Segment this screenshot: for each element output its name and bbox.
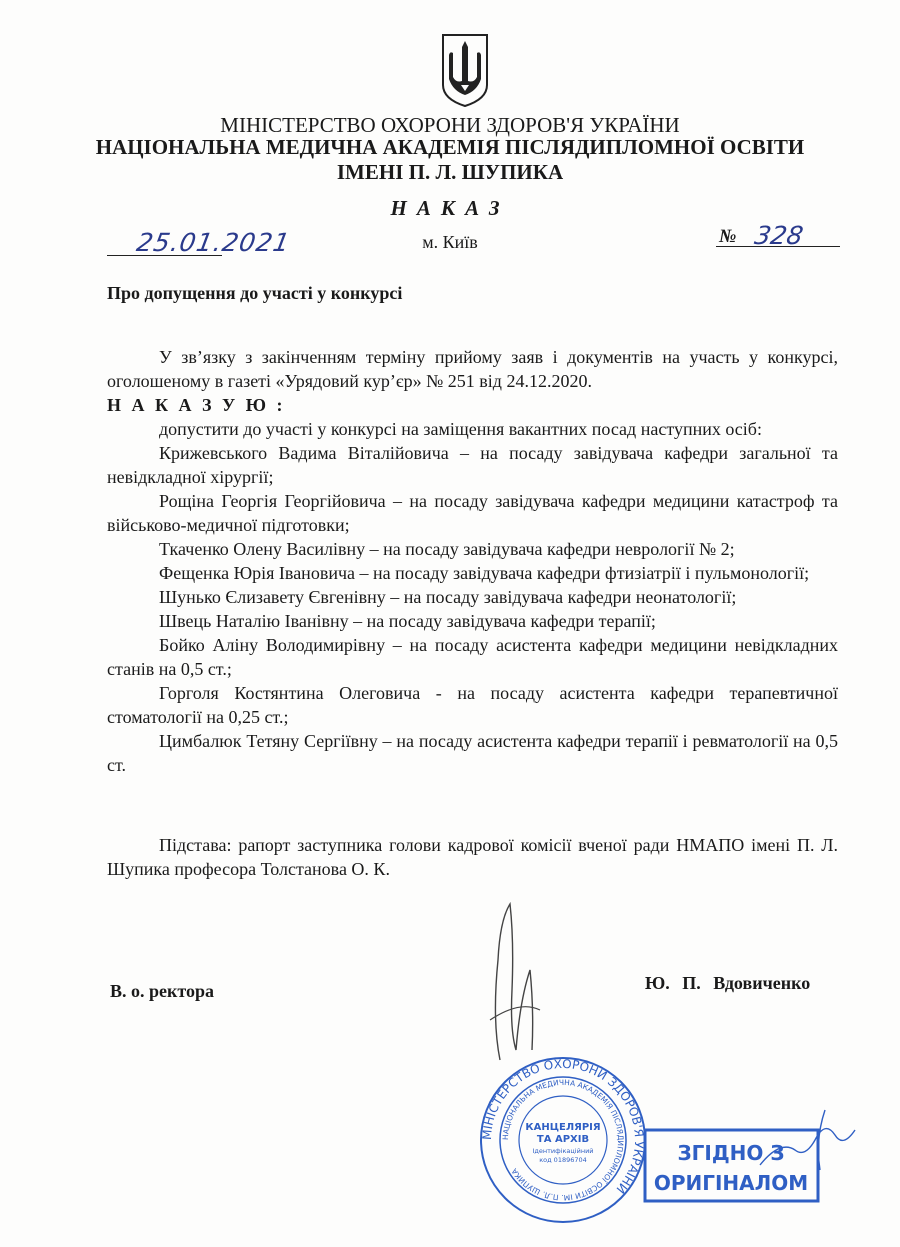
admit-paragraph: допустити до участі у конкурсі на заміщення вакантних посад наступних осіб: [159,419,762,439]
date-underline [107,255,222,256]
candidate-item: Рощіна Георгія Георгійовича – на посаду завідувача кафедри медицини катастроф та військово-медичної підготовки; [107,491,838,535]
order-body [107,345,838,777]
number-sign: № [719,226,737,247]
candidate-item: Шунько Єлизавету Євгенівну – на посаду завідувача кафедри неонатології; [159,587,737,607]
city: м. Київ [422,232,478,252]
certifier-signature [755,1100,865,1180]
seal-inner-text: НАЦІОНАЛЬНА МЕДИЧНА АКАДЕМІЯ ПІСЛЯДИПЛОМНОЇ ОСВІТИ ІМ. П.Л. ШУПИКА [500,1077,626,1203]
number-underline [716,246,840,247]
basis-paragraph: Підстава: рапорт заступника голови кадрової комісії вченої ради НМАПО імені П. Л. Шупика професора Толстанова О. К. [107,835,838,879]
candidate-item: Крижевського Вадима Віталійовича – на посаду завідувача кафедри загальної та невідкладної хірургії; [107,443,838,487]
seal-center-line3: Ідентифікаційний [532,1147,594,1155]
tryzub-icon [441,33,489,108]
intro-paragraph: У зв’язку з закінченням терміну прийому заяв і документів на участь у конкурсі, оголошеному в газеті «Урядовий кур’єр» № 251 від 24.12.2020. [107,347,838,391]
stamp-line2: ОРИГІНАЛОМ [653,1171,809,1195]
handwritten-signature [470,900,560,1070]
order-word: Н А К А З У Ю : [107,395,286,415]
candidate-item: Цимбалюк Тетяну Сергіївну – на посаду асистента кафедри терапії і ревматології на 0,5 ст. [107,731,838,775]
candidate-item: Бойко Аліну Володимирівну – на посаду асистента кафедри медицини невідкладних станів на 0,5 ст.; [107,635,838,679]
seal-center-line2: ТА АРХІВ [536,1134,590,1145]
seal-outer-text: МІНІСТЕРСТВО ОХОРОНИ ЗДОРОВ'Я УКРАЇНИ [479,1056,647,1197]
signatory-name: Ю. П. Вдовиченко [645,973,811,993]
signatory-title: В. о. ректора [110,981,214,1001]
candidate-item: Фещенка Юрія Івановича – на посаду завідувача кафедри фтизіатрії і пульмонології; [159,563,810,583]
order-number: 328 [752,221,806,250]
ministry-name: МІНІСТЕРСТВО ОХОРОНИ ЗДОРОВ'Я УКРАЇНИ [220,113,680,137]
document-type: НАКАЗ [390,196,510,220]
candidate-item: Ткаченко Олену Василівну – на посаду завідувача кафедри неврології № 2; [159,539,735,559]
seal-center-line4: код 01896704 [539,1156,587,1164]
order-subject: Про допущення до участі у конкурсі [107,283,403,303]
academy-name-line2: ІМЕНІ П. Л. ШУПИКА [336,160,564,184]
seal-center-line1: КАНЦЕЛЯРІЯ [525,1122,601,1133]
stamp-line1: ЗГІДНО З [677,1141,785,1165]
academy-name-line1: НАЦІОНАЛЬНА МЕДИЧНА АКАДЕМІЯ ПІСЛЯДИПЛОМНОЇ ОСВІТИ [95,135,805,159]
round-seal-stamp [478,1055,648,1225]
order-date: 25.01.2021 [134,228,293,257]
candidate-item: Швець Наталію Іванівну – на посаду завідувача кафедри терапії; [159,611,656,631]
candidate-item: Горголя Костянтина Олеговича - на посаду асистента кафедри терапевтичної стоматології на 0,25 ст.; [107,683,838,727]
